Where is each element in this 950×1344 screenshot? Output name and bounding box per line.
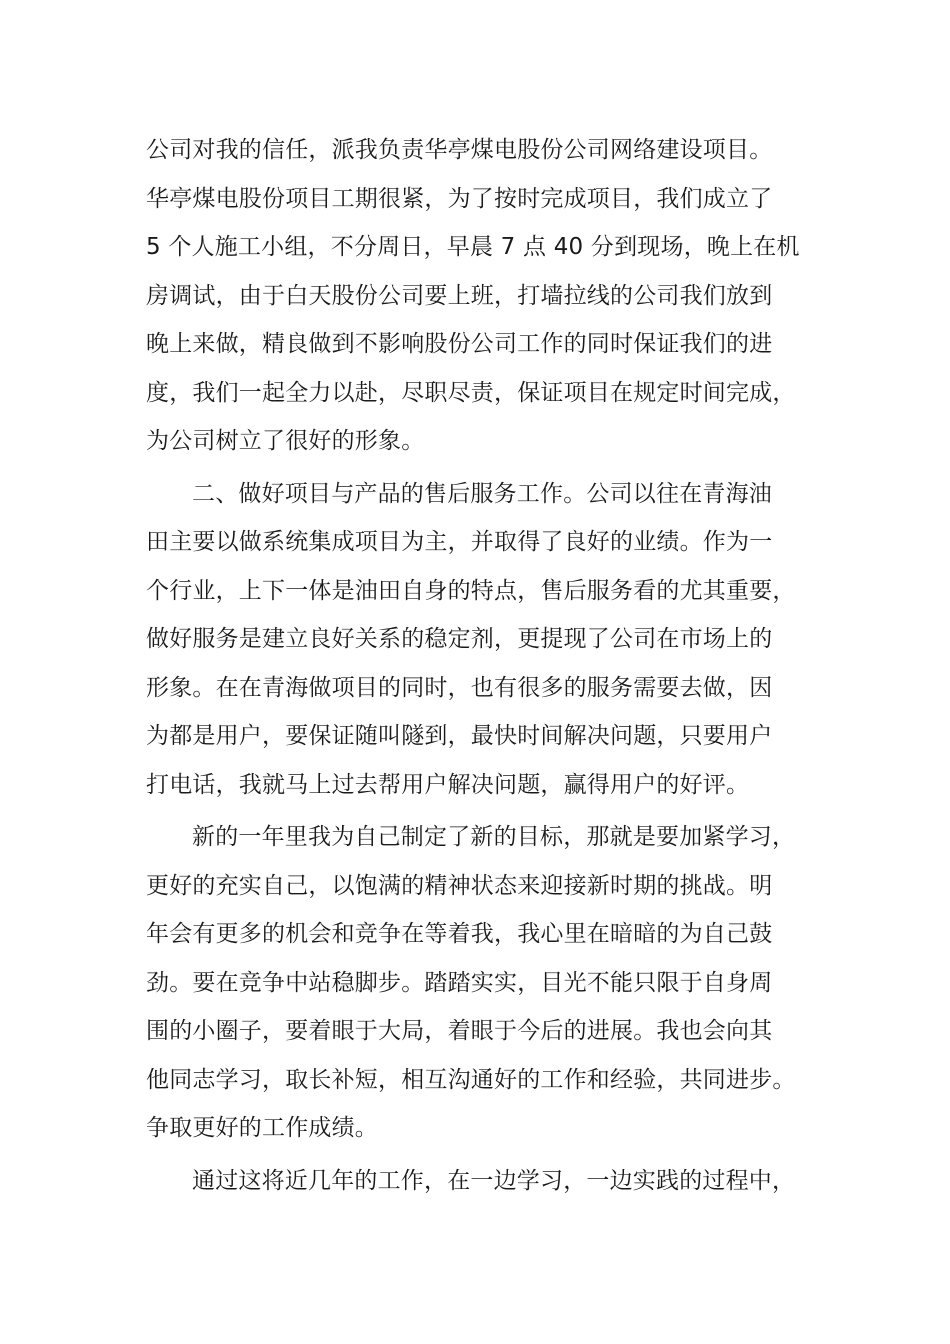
paragraph-1 (146, 126, 826, 466)
text-line: 更好的充实自己，以饱满的精神状态来迎接新时期的挑战。明 (146, 872, 773, 899)
text-line: 通过这将近几年的工作，在一边学习，一边实践的过程中， (192, 1167, 796, 1194)
text-line: 田主要以做系统集成项目为主，并取得了良好的业绩。作为一 (146, 529, 773, 555)
paragraph-3 (146, 813, 826, 1153)
text-line: 为公司树立了很好的形象。 (146, 428, 425, 454)
text-line: 争取更好的工作成绩。 (146, 1115, 378, 1141)
document-body (146, 126, 826, 1205)
text-line: 度，我们一起全力以赴，尽职尽责，保证项目在规定时间完成， (146, 379, 796, 406)
text-line: 新的一年里我为自己制定了新的目标，那就是要加紧学习， (192, 824, 796, 850)
text-line: 做好服务是建立良好关系的稳定剂，更提现了公司在市场上的 (146, 626, 773, 652)
text-line: 他同志学习，取长补短，相互沟通好的工作和经验，共同进步。 (146, 1066, 796, 1093)
text-line: 围的小圈子，要着眼于大局，着眼于今后的进展。我也会向其 (146, 1018, 773, 1044)
text-line: 劲。要在竞争中站稳脚步。踏踏实实，目光不能只限于自身周 (146, 969, 773, 996)
text-line: 公司对我的信任，派我负责华亭煤电股份公司网络建设项目。 (146, 137, 773, 163)
paragraph-4 (146, 1157, 826, 1206)
text-line: 华亭煤电股份项目工期很紧，为了按时完成项目，我们成立了 (146, 185, 773, 212)
text-line: 为都是用户，要保证随叫隧到，最快时间解决问题，只要用户 (146, 723, 773, 749)
paragraph-2 (146, 470, 826, 810)
text-line: 5 个人施工小组，不分周日，早晨 7 点 40 分到现场，晚上在机 (146, 234, 800, 260)
text-line: 形象。在在青海做项目的同时，也有很多的服务需要去做，因 (146, 674, 773, 701)
text-line: 年会有更多的机会和竞争在等着我，我心里在暗暗的为自己鼓 (146, 921, 773, 947)
text-line: 房调试，由于白天股份公司要上班，打墙拉线的公司我们放到 (146, 282, 773, 309)
text-line: 个行业，上下一体是油田自身的特点，售后服务看的尤其重要， (146, 577, 796, 604)
text-line: 打电话，我就马上过去帮用户解决问题，赢得用户的好评。 (146, 771, 750, 798)
text-line: 二、做好项目与产品的售后服务工作。公司以往在青海油 (192, 480, 772, 507)
text-line: 晚上来做，精良做到不影响股份公司工作的同时保证我们的进 (146, 331, 773, 357)
